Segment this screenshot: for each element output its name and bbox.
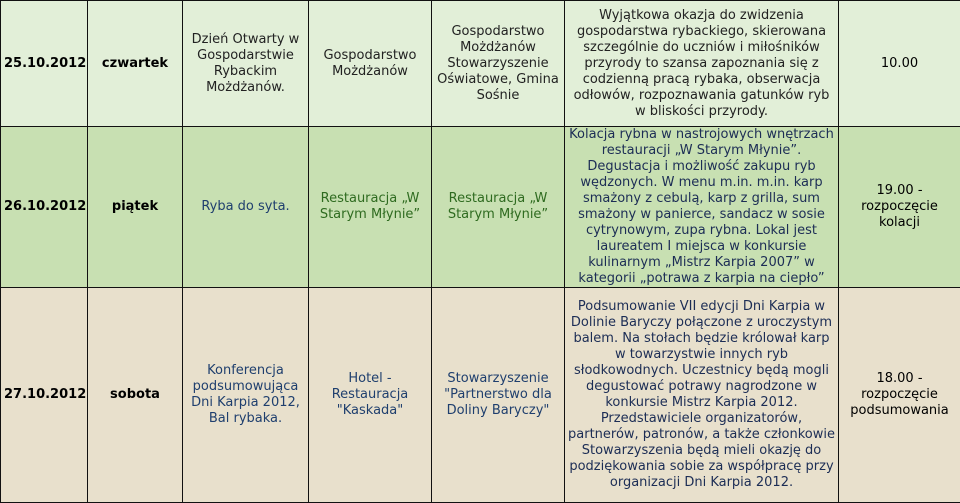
date-cell: 25.10.2012 xyxy=(1,1,88,127)
description-cell: Podsumowanie VII edycji Dni Karpia w Dolinie Baryczy połączone z uroczystym balem. Na stołach będzie królował karp w towarzystwie innych ryb słodkowodnych. Uczestnicy będą mogli degustować potrawy nagrodzone w konkursie Mistrz Karpia 2012. Przedstawiciele organizatorów, partnerów, patronów, a także członkowie Stowarzyszenia będą mieli okazję do podziękowania sobie za współpracę przy organizacji Dni Karpia 2012. xyxy=(565,288,839,503)
organizer-cell: Stowarzyszenie "Partnerstwo dla Doliny Baryczy" xyxy=(432,288,565,503)
time-cell: 19.00 - rozpoczęcie kolacji xyxy=(839,127,960,288)
weekday-cell: sobota xyxy=(88,288,183,503)
table-row xyxy=(1,127,960,288)
event-name-cell: Konferencja podsumowująca Dni Karpia 2012, Bal rybaka. xyxy=(183,288,309,503)
date-cell: 26.10.2012 xyxy=(1,127,88,288)
time-cell: 10.00 xyxy=(839,1,960,127)
description-cell: Wyjątkowa okazja do zwidzenia gospodarstwa rybackiego, skierowana szczególnie do uczniów i miłośników przyrody to szansa zapoznania się z codzienną pracą rybaka, obserwacja odłowów, rozpoznawania gatunków ryb w bliskości przyrody. xyxy=(565,1,839,127)
venue-cell: Restauracja „W Starym Młynie” xyxy=(309,127,432,288)
table-row xyxy=(1,1,960,127)
weekday-cell: piątek xyxy=(88,127,183,288)
organizer-cell: Gospodarstwo Możdżanów Stowarzyszenie Oświatowe, Gmina Sośnie xyxy=(432,1,565,127)
weekday-cell: czwartek xyxy=(88,1,183,127)
time-cell: 18.00 - rozpoczęcie podsumowania xyxy=(839,288,960,503)
table-row xyxy=(1,288,960,503)
date-cell: 27.10.2012 xyxy=(1,288,88,503)
description-cell: Kolacja rybna w nastrojowych wnętrzach restauracji „W Starym Młynie”. Degustacja i możliwość zakupu ryb wędzonych. W menu m.in. m.in. karp smażony z cebulą, karp z grilla, sum smażony w panierce, sandacz w sosie cytrynowym, zupa rybna. Lokal jest laureatem I miejsca w konkursie kulinarnym „Mistrz Karpia 2007” w kategorii „potrawa z karpia na ciepło” xyxy=(565,127,839,288)
event-name-cell: Dzień Otwarty w Gospodarstwie Rybackim Możdżanów. xyxy=(183,1,309,127)
organizer-cell: Restauracja „W Starym Młynie” xyxy=(432,127,565,288)
venue-cell: Hotel - Restauracja "Kaskada" xyxy=(309,288,432,503)
event-name-cell: Ryba do syta. xyxy=(183,127,309,288)
venue-cell: Gospodarstwo Możdżanów xyxy=(309,1,432,127)
